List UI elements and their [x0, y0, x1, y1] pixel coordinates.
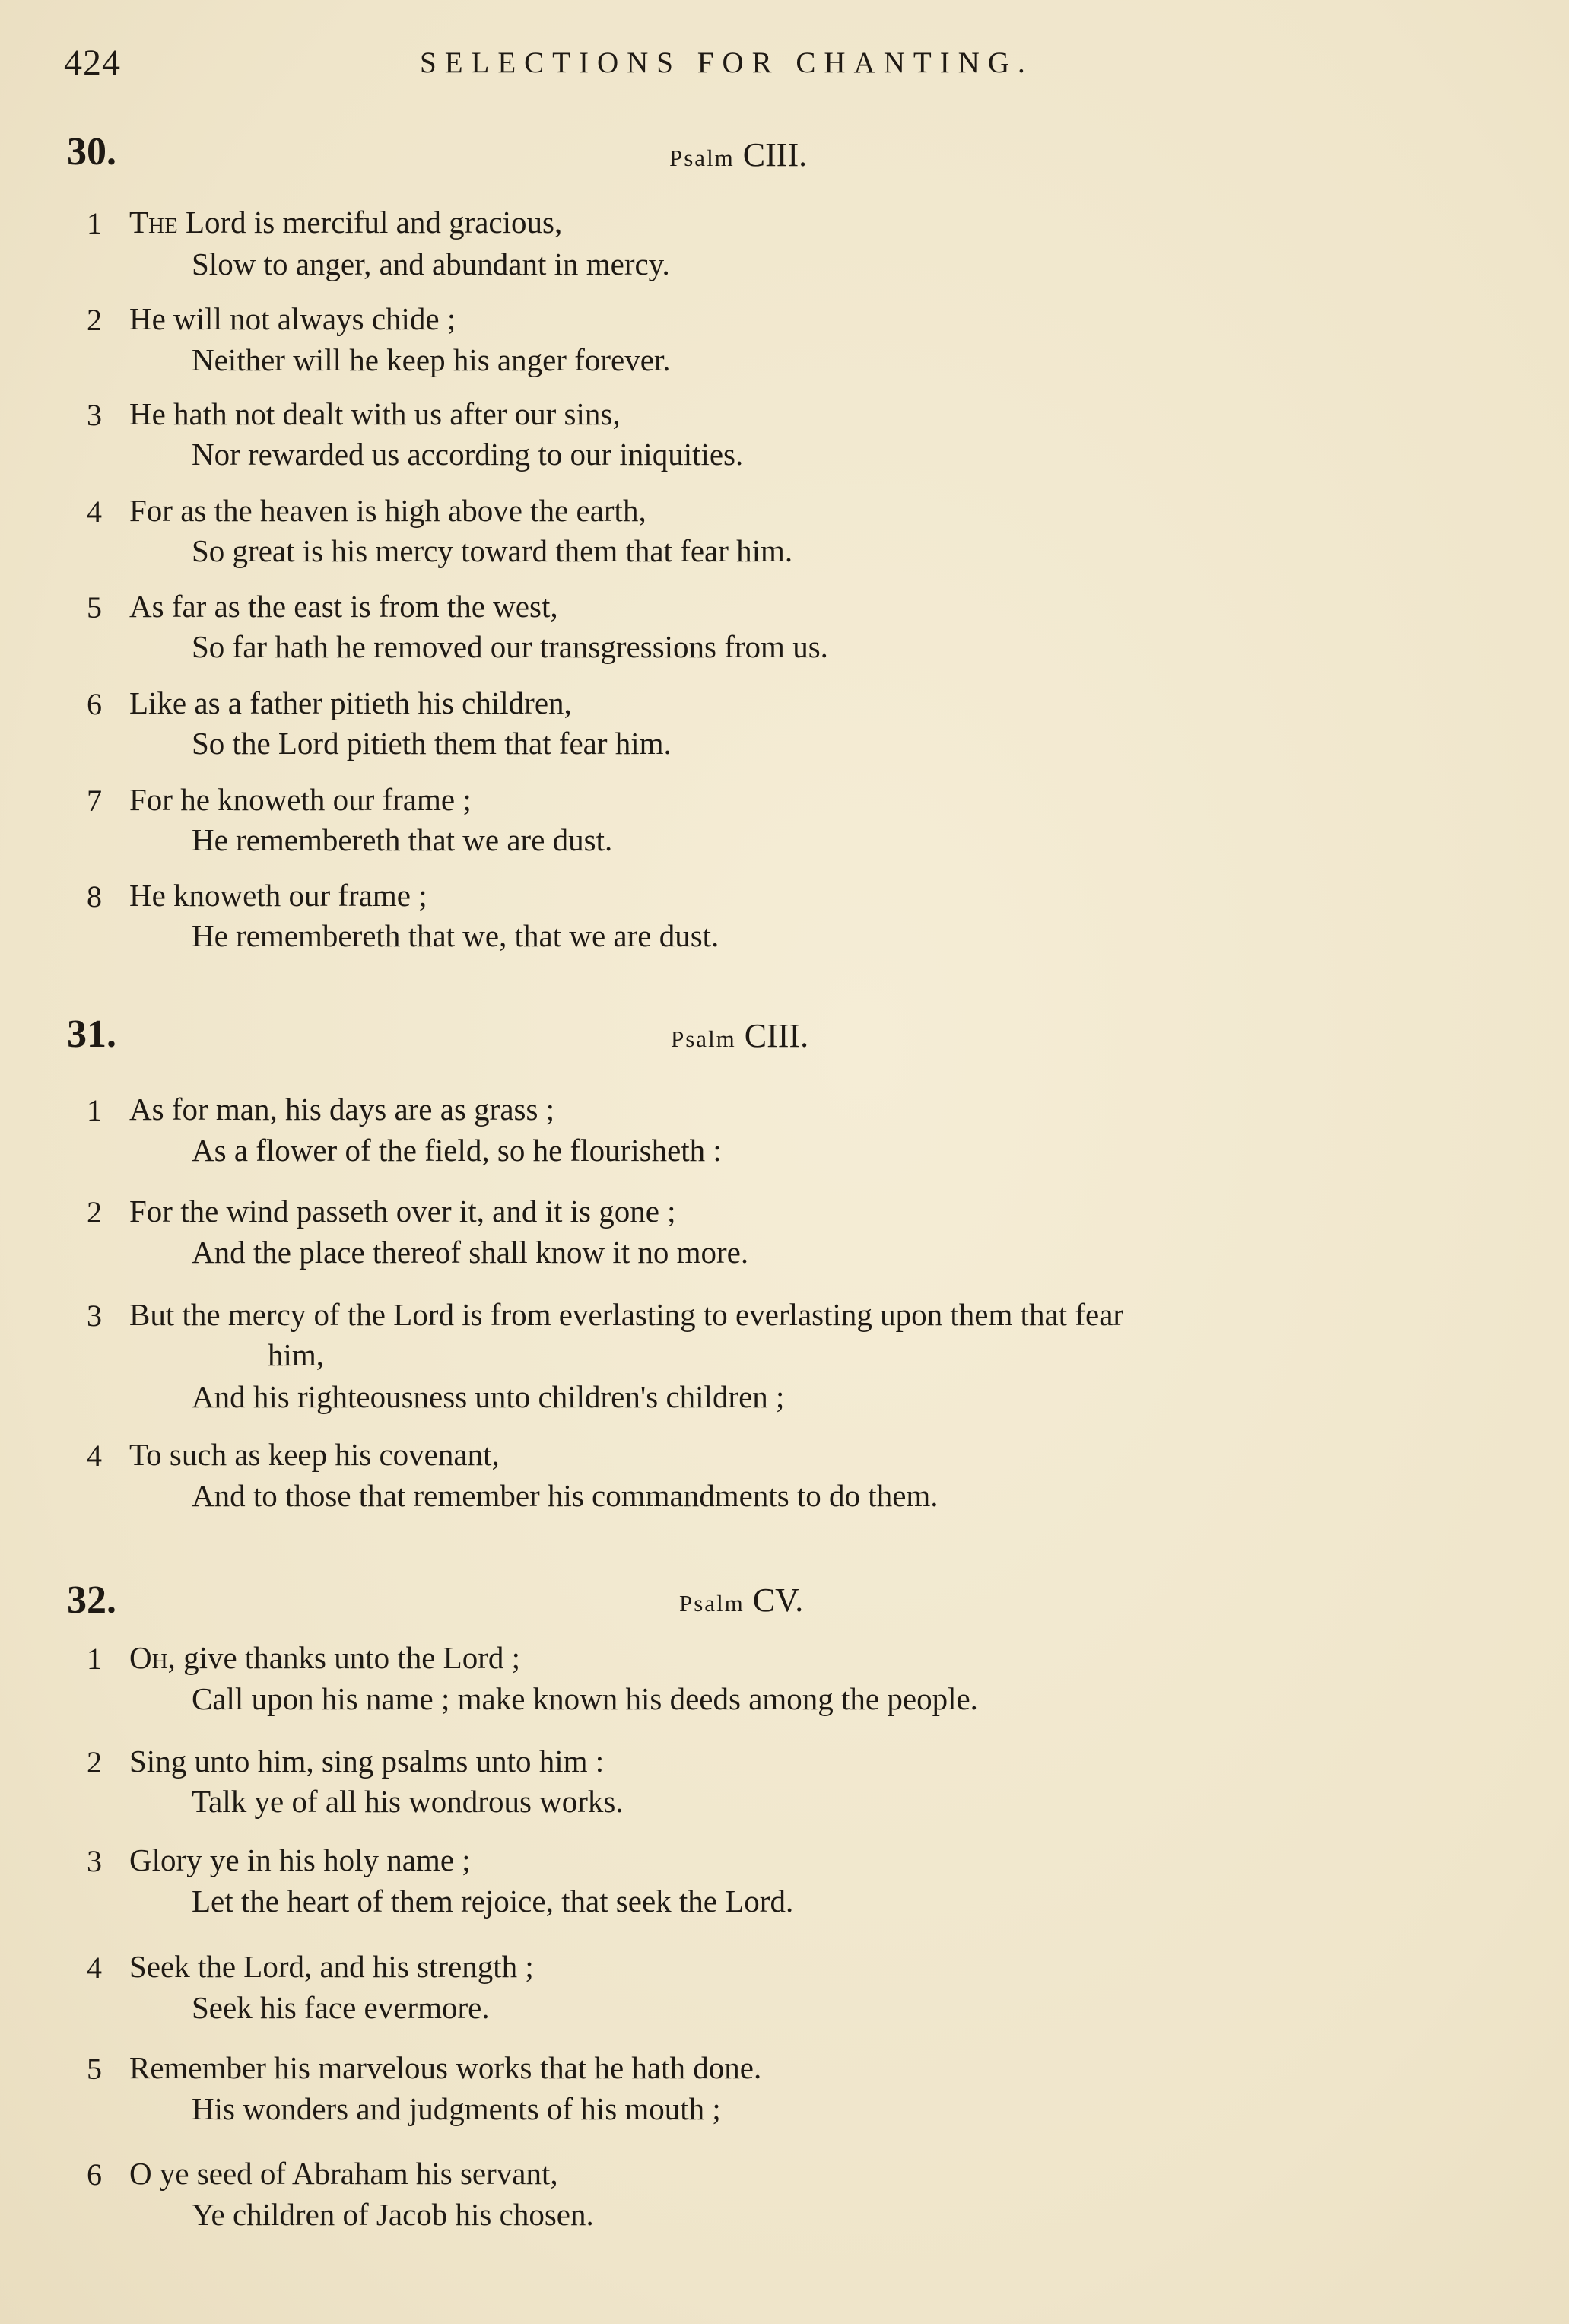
verse-number: 8: [87, 879, 102, 914]
verse-number: 3: [87, 398, 102, 432]
verse-line-2: And the place thereof shall know it no more.: [192, 1235, 749, 1270]
verse-line-2: And to those that remember his commandments to do them.: [192, 1478, 939, 1513]
verse-line-1: Sing unto him, sing psalms unto him :: [129, 1744, 605, 1779]
verse-line-2: Talk ye of all his wondrous works.: [192, 1784, 624, 1819]
verse-number: 4: [87, 1950, 102, 1985]
section-title: [679, 1581, 803, 1620]
verse-number: 2: [87, 303, 102, 337]
verse-first-word: The: [129, 205, 178, 240]
section-title-prefix: Psalm: [679, 1590, 745, 1617]
verse-line-2: Ye children of Jacob his chosen.: [192, 2197, 594, 2232]
verse-number: 3: [87, 1299, 102, 1333]
verse-line-2: So the Lord pitieth them that fear him.: [192, 726, 672, 761]
section-number: 32.: [67, 1578, 116, 1622]
verse-line-2: He remembereth that we are dust.: [192, 822, 613, 857]
verse-line-2: Let the heart of them rejoice, that seek the Lord.: [192, 1884, 794, 1919]
section-number: 30.: [67, 130, 116, 173]
verse-number: 2: [87, 1195, 102, 1229]
section-title-prefix: Psalm: [671, 1025, 736, 1052]
verse-line-2: Slow to anger, and abundant in mercy.: [192, 246, 670, 281]
section-number: 31.: [67, 1013, 116, 1056]
verse-line-1: For as the heaven is high above the earth,: [129, 493, 646, 528]
verse-line-2: As a flower of the field, so he flourisheth :: [192, 1133, 722, 1168]
verse-line-1-wrap: him,: [268, 1337, 325, 1372]
verse-line-2: His wonders and judgments of his mouth ;: [192, 2091, 721, 2126]
verse-line-2: So far hath he removed our transgressions from us.: [192, 629, 828, 664]
verse-number: 1: [87, 1093, 102, 1127]
section-title: [669, 135, 807, 174]
verse-line-1: But the mercy of the Lord is from everlasting to everlasting upon them that fear: [129, 1297, 1124, 1332]
verse-line-1: O ye seed of Abraham his servant,: [129, 2156, 558, 2191]
verse-line-1-text: give thanks unto the Lord ;: [183, 1640, 521, 1675]
section-title-numeral: CIII.: [744, 1017, 809, 1054]
verse-line-1: He knoweth our frame ;: [129, 878, 427, 913]
verse-line-2: So great is his mercy toward them that fear him.: [192, 533, 793, 568]
verse-line-1: He will not always chide ;: [129, 301, 456, 336]
verse-number: 7: [87, 784, 102, 818]
verse-line-1: To such as keep his covenant,: [129, 1437, 500, 1472]
section-title-prefix: Psalm: [669, 145, 735, 171]
verse-line-1: Like as a father pitieth his children,: [129, 685, 572, 720]
verse-number: 6: [87, 687, 102, 721]
verse-line-1: [129, 204, 562, 240]
verse-line-1-text: Lord is merciful and gracious,: [185, 205, 563, 240]
section-title: [671, 1016, 808, 1055]
running-title: SELECTIONS FOR CHANTING.: [420, 46, 1034, 79]
verse-line-2: He remembereth that we, that we are dust.: [192, 918, 719, 953]
verse-line-2: Call upon his name ; make known his deeds among the people.: [192, 1681, 978, 1716]
verse-line-1: Glory ye in his holy name ;: [129, 1842, 471, 1877]
verse-number: 2: [87, 1745, 102, 1779]
verse-number: 4: [87, 494, 102, 529]
verse-first-word: Oh,: [129, 1640, 176, 1675]
verse-number: 5: [87, 2052, 102, 2086]
verse-line-2: Nor rewarded us according to our iniquities.: [192, 437, 744, 472]
verse-line-1: As for man, his days are as grass ;: [129, 1092, 555, 1127]
verse-line-1: He hath not dealt with us after our sins,: [129, 396, 621, 431]
section-title-numeral: CIII.: [742, 136, 808, 173]
verse-number: 3: [87, 1844, 102, 1878]
verse-line-1: Seek the Lord, and his strength ;: [129, 1949, 534, 1984]
verse-line-1: For the wind passeth over it, and it is gone ;: [129, 1194, 676, 1229]
verse-line-2: And his righteousness unto children's children ;: [192, 1379, 785, 1414]
verse-line-2: Seek his face evermore.: [192, 1990, 490, 2025]
verse-number: 5: [87, 590, 102, 625]
verse-line-1: Remember his marvelous works that he hath done.: [129, 2050, 762, 2085]
verse-line-1: [129, 1639, 520, 1676]
verse-number: 1: [87, 206, 102, 240]
verse-number: 1: [87, 1642, 102, 1676]
verse-number: 4: [87, 1439, 102, 1473]
verse-line-1: For he knoweth our frame ;: [129, 782, 472, 817]
page-number: 424: [64, 43, 121, 83]
verse-number: 6: [87, 2157, 102, 2192]
section-title-numeral: CV.: [752, 1582, 804, 1619]
verse-line-2: Neither will he keep his anger forever.: [192, 342, 671, 377]
verse-line-1: As far as the east is from the west,: [129, 589, 558, 624]
